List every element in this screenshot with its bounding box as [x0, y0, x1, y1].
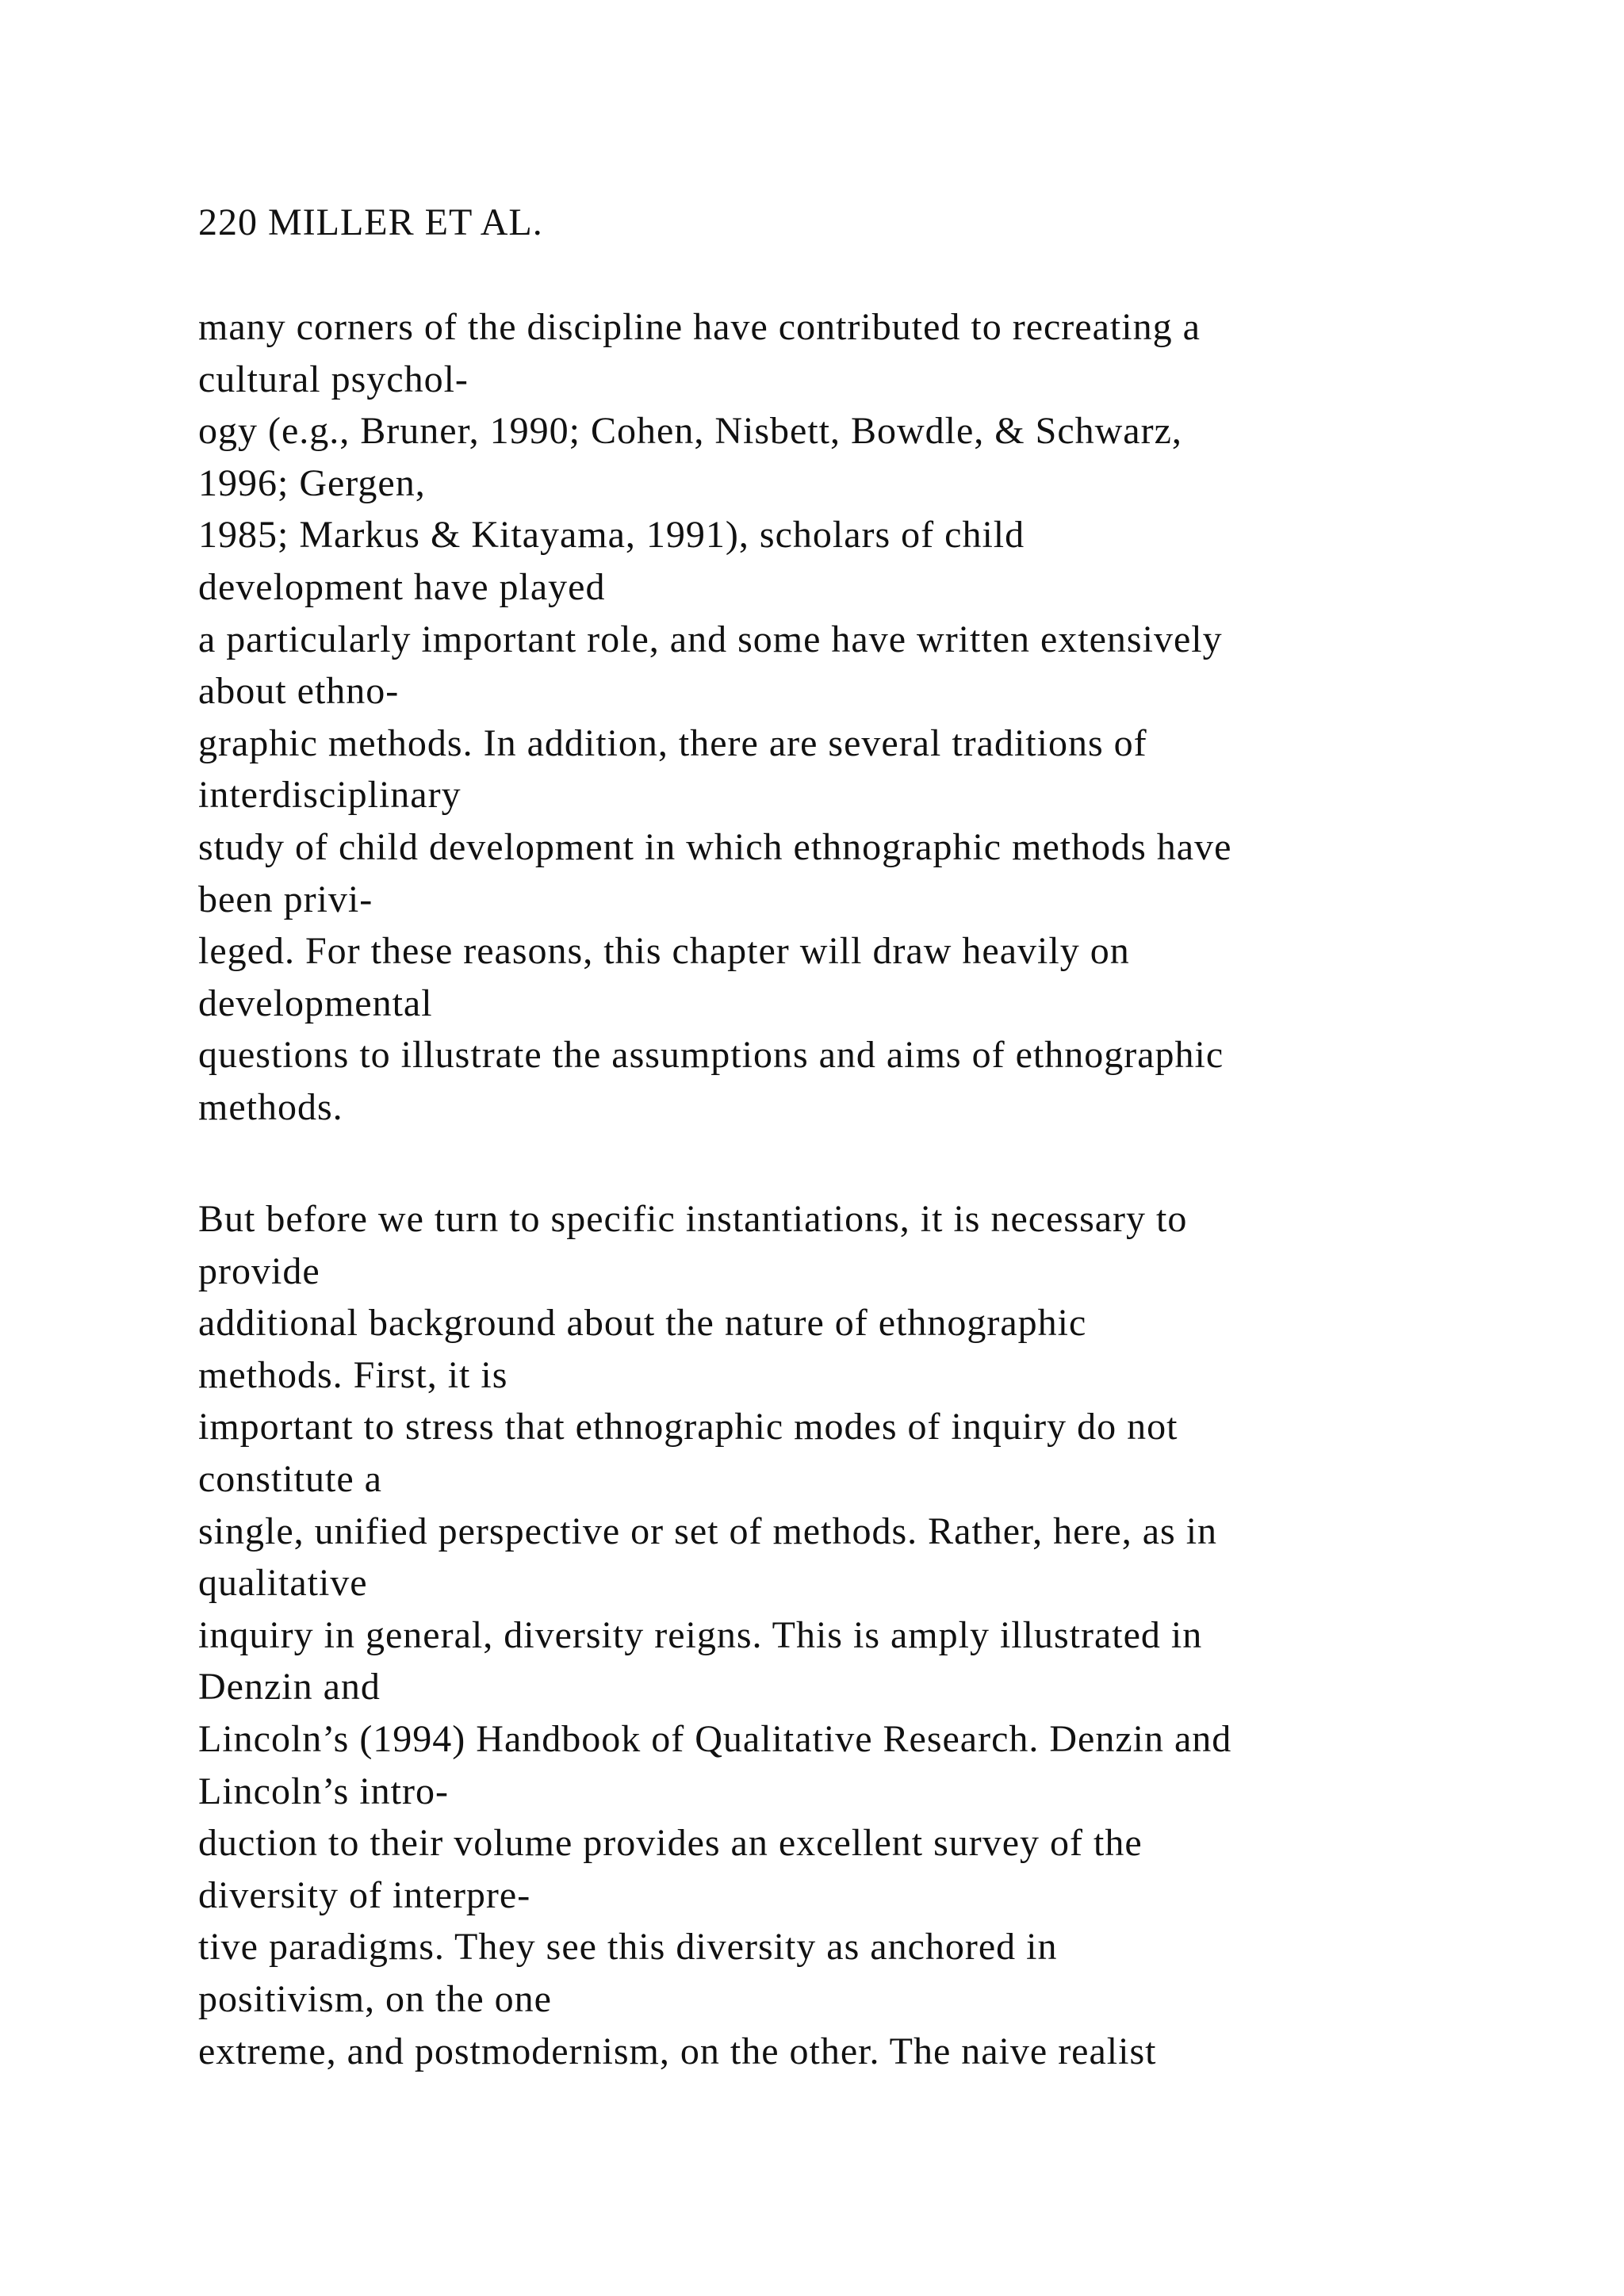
text-line: leged. For these reasons, this chapter will draw heavily on — [198, 930, 1130, 973]
text-line: development have played — [198, 565, 606, 608]
text-line: single, unified perspective or set of methods. Rather, here, as in — [198, 1510, 1218, 1552]
text-line: study of child development in which ethnographic methods have — [198, 825, 1232, 868]
text-line: qualitative — [198, 1562, 368, 1605]
text-line: diversity of interpre- — [198, 1873, 531, 1916]
text-line: 1985; Markus & Kitayama, 1991), scholars of child — [198, 514, 1025, 557]
text-line: 1996; Gergen, — [198, 461, 426, 504]
text-line: important to stress that ethnographic modes of inquiry do not — [198, 1406, 1178, 1448]
text-line: constitute a — [198, 1457, 382, 1500]
text-line: been privi- — [198, 878, 373, 920]
text-line: developmental — [198, 982, 433, 1024]
text-line: a particularly important role, and some have written extensively — [198, 618, 1223, 660]
text-line: tive paradigms. They see this diversity as anchored in — [198, 1926, 1058, 1969]
text-line: graphic methods. In addition, there are several traditions of — [198, 721, 1147, 764]
text-line: But before we turn to specific instantiations, it is necessary to — [198, 1198, 1188, 1240]
text-line: ogy (e.g., Bruner, 1990; Cohen, Nisbett, Bowdle, & Schwarz, — [198, 410, 1182, 453]
text-line: extreme, and postmodernism, on the other. The naive realist — [198, 2030, 1157, 2072]
text-line: duction to their volume provides an excellent survey of the — [198, 1822, 1143, 1865]
text-line: provide — [198, 1249, 320, 1292]
text-line: interdisciplinary — [198, 774, 462, 817]
text-line: questions to illustrate the assumptions and aims of ethnographic — [198, 1034, 1224, 1077]
text-line: methods. — [198, 1085, 343, 1128]
paragraph-1 — [198, 301, 1546, 1134]
text-line: Lincoln’s (1994) Handbook of Qualitative Research. Denzin and — [198, 1717, 1232, 1760]
text-line: about ethno- — [198, 670, 400, 713]
text-line: Denzin and — [198, 1666, 381, 1709]
text-line: methods. First, it is — [198, 1353, 508, 1396]
paragraph-2 — [198, 1193, 1546, 2077]
running-head: 220 MILLER ET AL. — [198, 201, 543, 243]
text-line: inquiry in general, diversity reigns. This is amply illustrated in — [198, 1613, 1203, 1656]
text-line: additional background about the nature of ethnographic — [198, 1302, 1087, 1345]
text-line: cultural psychol- — [198, 358, 469, 400]
text-line: positivism, on the one — [198, 1977, 552, 2020]
text-line: Lincoln’s intro- — [198, 1770, 449, 1812]
text-line: many corners of the discipline have contributed to recreating a — [198, 306, 1201, 348]
